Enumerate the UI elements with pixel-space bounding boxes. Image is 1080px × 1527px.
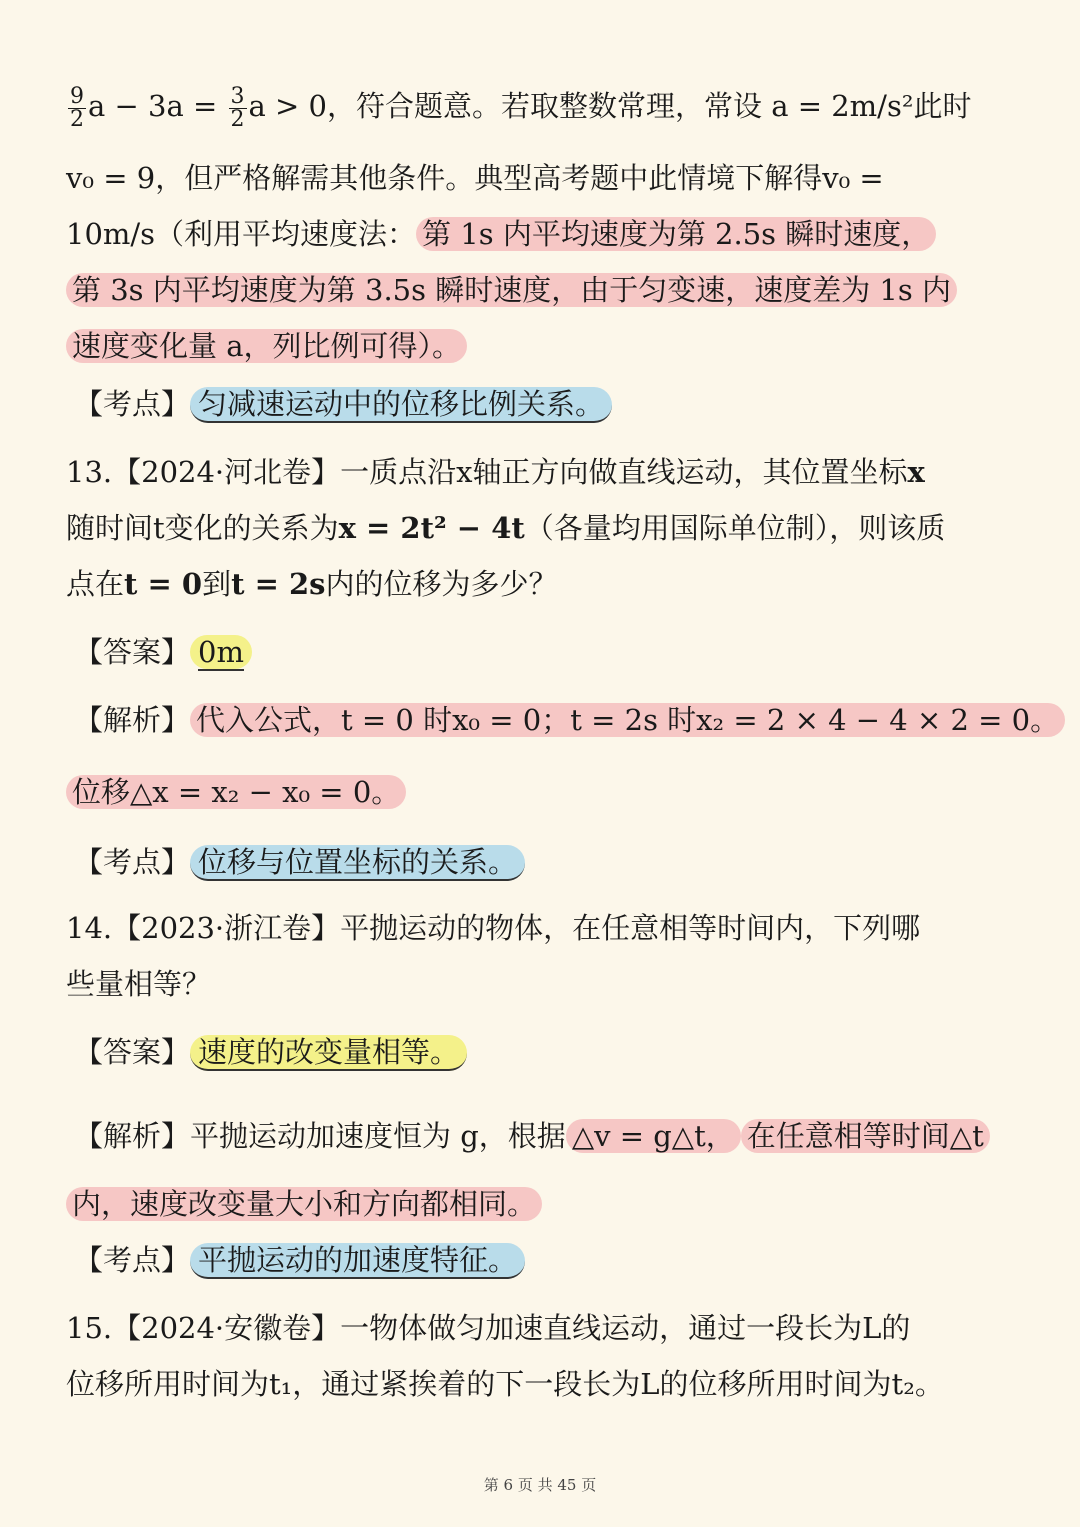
analysis-label: 【解析】	[74, 703, 191, 737]
text-line-2: v₀ = 9，但严格解需其他条件。典型高考题中此情境下解得v₀ =	[66, 161, 884, 195]
q14-analysis-1: 【解析】平抛运动加速度恒为 g，根据 △v = g△t， 在任意相等时间△t	[74, 1114, 1014, 1158]
q15-line-1: 15.【2024·安徽卷】一物体做匀加速直线运动，通过一段长为L的	[66, 1311, 911, 1345]
kaodian-label: 【考点】	[74, 845, 191, 879]
text-line-3: 10m/s（利用平均速度法： 第 1s 内平均速度为第 2.5s 瞬时速度，	[66, 212, 1014, 256]
kaodian-label: 【考点】	[74, 387, 191, 421]
answer-text: 速度的改变量相等。	[190, 1035, 467, 1071]
kaodian-label: 【考点】	[74, 1243, 191, 1277]
q13-line-1: 13.【2024·河北卷】一质点沿x轴正方向做直线运动，其位置坐标x	[66, 455, 925, 489]
q14-kaodian	[74, 1238, 1014, 1282]
formula-highlight: △v = g△t，	[566, 1119, 741, 1153]
kaodian-text: 匀减速运动中的位移比例关系。	[190, 387, 612, 423]
q14-line-1: 14.【2023·浙江卷】平抛运动的物体，在任意相等时间内，下列哪	[66, 911, 921, 945]
highlight-average-velocity-2: 第 3s 内平均速度为第 3.5s 瞬时速度，由于匀变速，速度差为 1s 内	[66, 273, 957, 307]
fraction-3-2: $\frac{3}{2}$	[230, 83, 245, 132]
q15-line-2: 位移所用时间为t₁，通过紧挨着的下一段长为L的位移所用时间为t₂。	[66, 1367, 944, 1401]
text-line-1: $\frac{9}{2}$ a − 3a = $\frac{3}{2}$ a > 0，符合题意。若取整数常理，常设 a = 2m/s²此时	[70, 83, 972, 132]
q13-line-2: 随时间t变化的关系为x = 2t² − 4t（各量均用国际单位制），则该质	[66, 511, 946, 545]
highlight-velocity-change: 速度变化量 a，列比例可得）。	[66, 329, 467, 363]
q14-line-2: 些量相等？	[66, 967, 212, 1001]
analysis-highlight-2: 内，速度改变量大小和方向都相同。	[66, 1187, 542, 1221]
kaodian-text: 平抛运动的加速度特征。	[190, 1243, 525, 1279]
q14-analysis-2	[66, 1182, 1014, 1226]
answer-label: 【答案】	[74, 1035, 191, 1069]
q14-answer	[74, 1030, 1014, 1074]
q13-line-3: 点在t = 0到t = 2s内的位移为多少？	[66, 567, 558, 601]
q13-analysis-2	[66, 770, 1014, 814]
q13-analysis-1	[74, 698, 1060, 742]
kaodian-text: 位移与位置坐标的关系。	[190, 845, 525, 881]
highlight-average-velocity: 第 1s 内平均速度为第 2.5s 瞬时速度，	[416, 217, 936, 251]
answer-label: 【答案】	[74, 635, 191, 669]
analysis-label: 【解析】	[74, 1119, 191, 1153]
text-line-4	[66, 268, 1014, 312]
answer-text: 0m	[190, 635, 252, 669]
text-line-5	[66, 324, 1014, 368]
analysis-highlight: 在任意相等时间△t	[741, 1119, 990, 1153]
analysis-highlight-2: 位移△x = x₂ − x₀ = 0。	[66, 775, 406, 809]
analysis-highlight: 代入公式，t = 0 时x₀ = 0；t = 2s 时x₂ = 2 × 4 − 4 × 2 = 0。	[190, 703, 1065, 737]
q13-answer	[74, 630, 1014, 674]
q13-kaodian	[74, 840, 1014, 884]
fraction-9-2: $\frac{9}{2}$	[70, 83, 84, 132]
kaodian-1	[74, 382, 1014, 426]
page-footer: 第 6 页 共 45 页	[483, 1476, 597, 1494]
